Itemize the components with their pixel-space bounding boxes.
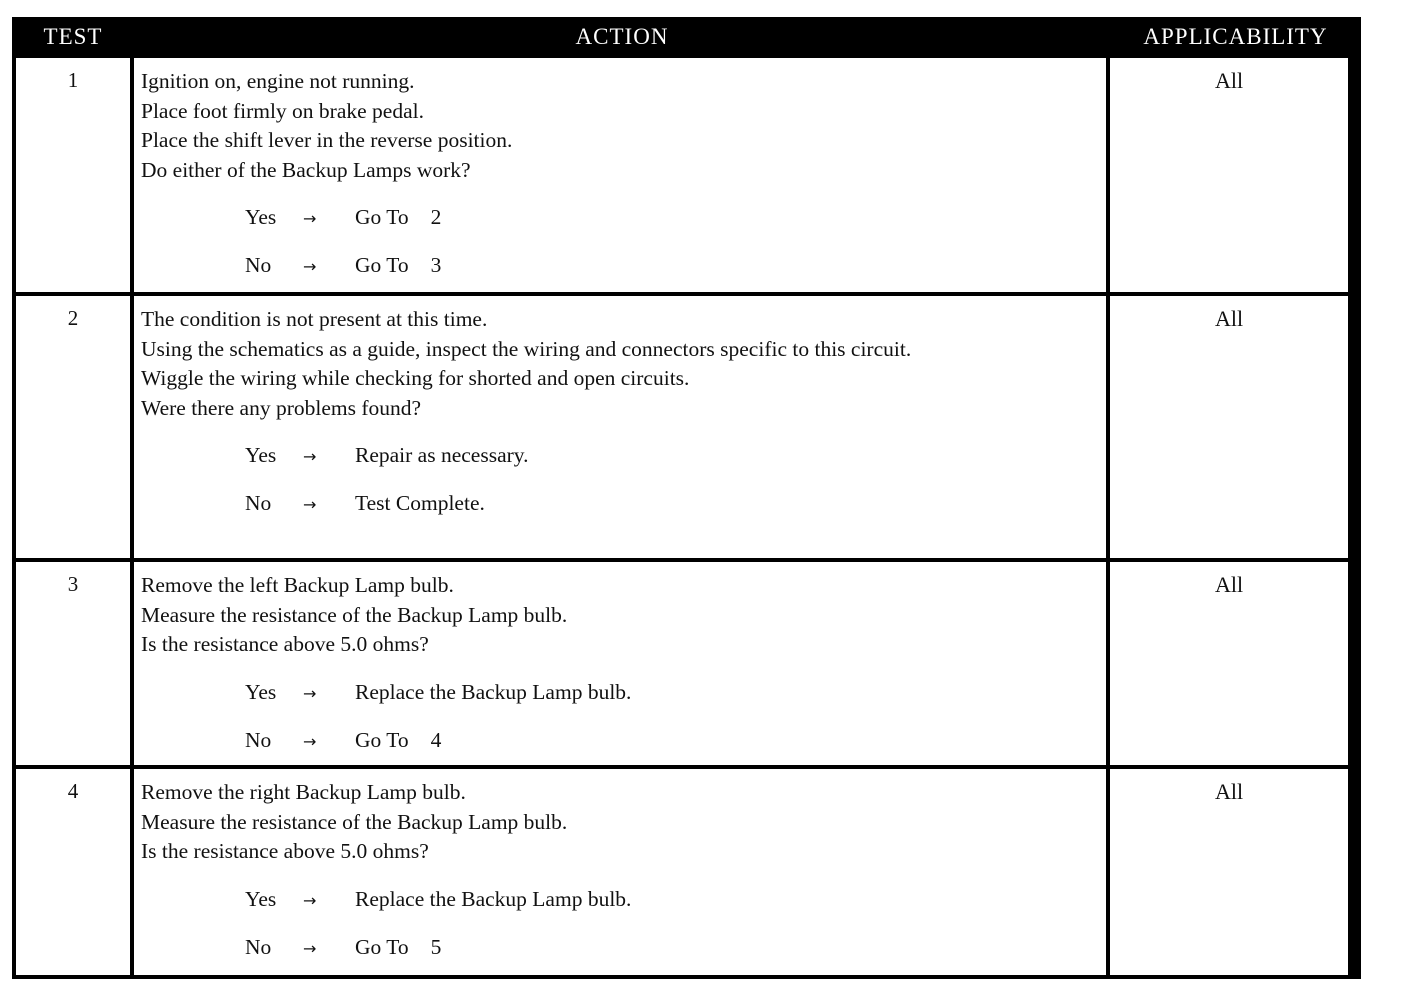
action-step: Remove the left Backup Lamp bulb. <box>141 573 454 597</box>
test-number: 3 <box>67 572 79 596</box>
outcome-no <box>245 485 1100 533</box>
outcome-list <box>141 674 1100 770</box>
action-question: Is the resistance above 5.0 ohms? <box>141 632 429 656</box>
applicability-value: All <box>1214 779 1244 804</box>
right-arrow-icon: → <box>303 495 317 514</box>
applicability-cell <box>1110 58 1348 292</box>
action-steps <box>141 571 1100 770</box>
table-row-test-2 <box>12 296 1361 558</box>
action-cell <box>134 562 1106 765</box>
action-steps <box>141 778 1100 977</box>
applicability-cell <box>1110 769 1348 975</box>
action-steps <box>141 67 1100 295</box>
header-action: ACTION <box>575 24 669 49</box>
right-arrow-icon: → <box>303 731 317 751</box>
action-cell <box>134 58 1106 292</box>
action-question: Do either of the Backup Lamps work? <box>141 157 471 182</box>
right-arrow-icon: → <box>303 209 317 228</box>
table-row-test-4 <box>12 769 1361 975</box>
action-step: Place foot firmly on brake pedal. <box>141 98 424 123</box>
outcome-action: Go To <box>355 934 409 959</box>
outcome-answer: Yes <box>245 679 277 704</box>
action-step: The condition is not present at this time. <box>141 307 488 331</box>
right-arrow-icon: → <box>303 257 317 276</box>
action-question: Were there any problems found? <box>141 395 422 420</box>
outcome-list <box>141 199 1100 295</box>
outcome-yes <box>245 437 1100 485</box>
table-row-test-1 <box>12 58 1361 292</box>
action-step: Measure the resistance of the Backup Lamp bulb. <box>141 602 568 627</box>
outcome-answer: No <box>245 491 272 515</box>
outcome-action: Replace the Backup Lamp bulb. <box>355 679 632 704</box>
diagnostic-test-table <box>12 17 1361 979</box>
outcome-action: Repair as necessary. <box>355 443 529 467</box>
outcome-action: Go To <box>355 205 409 229</box>
applicability-cell <box>1110 296 1348 558</box>
action-step: Using the schematics as a guide, inspect the wiring and connectors specific to this circuit. <box>141 336 912 361</box>
applicability-value: All <box>1214 68 1244 93</box>
action-cell <box>134 769 1106 975</box>
goto-test-number: 4 <box>430 727 442 752</box>
table-header <box>12 17 1361 55</box>
outcome-yes <box>245 674 1100 722</box>
goto-test-number: 5 <box>430 934 442 959</box>
outcome-list <box>141 881 1100 977</box>
right-arrow-icon: → <box>303 938 317 958</box>
outcome-yes <box>245 881 1100 929</box>
outcome-answer: Yes <box>245 443 277 467</box>
test-number: 2 <box>67 306 79 330</box>
outcome-yes <box>245 199 1100 247</box>
right-arrow-icon: → <box>303 683 317 703</box>
goto-test-number: 2 <box>430 205 442 229</box>
test-number-cell <box>16 296 130 558</box>
outcome-no <box>245 929 1100 977</box>
test-number: 1 <box>67 68 79 92</box>
table-row-test-3 <box>12 562 1361 765</box>
action-steps <box>141 305 1100 533</box>
outcome-answer: Yes <box>245 205 277 229</box>
applicability-value: All <box>1214 572 1244 597</box>
right-arrow-icon: → <box>303 447 317 466</box>
goto-test-number: 3 <box>430 253 442 277</box>
action-step: Ignition on, engine not running. <box>141 69 415 93</box>
outcome-action: Go To <box>355 727 409 752</box>
test-number-cell <box>16 58 130 292</box>
outcome-action: Test Complete. <box>355 491 485 515</box>
action-step: Place the shift lever in the reverse position. <box>141 128 513 152</box>
outcome-answer: Yes <box>245 886 277 911</box>
outcome-list <box>141 437 1100 533</box>
action-step: Measure the resistance of the Backup Lamp bulb. <box>141 809 568 834</box>
outcome-action: Replace the Backup Lamp bulb. <box>355 886 632 911</box>
outcome-answer: No <box>245 934 272 959</box>
test-number: 4 <box>67 779 79 803</box>
test-number-cell <box>16 769 130 975</box>
outcome-answer: No <box>245 253 272 277</box>
right-arrow-icon: → <box>303 890 317 910</box>
outcome-no <box>245 247 1100 295</box>
test-number-cell <box>16 562 130 765</box>
outcome-action: Go To <box>355 253 409 277</box>
outcome-no <box>245 722 1100 770</box>
action-question: Is the resistance above 5.0 ohms? <box>141 839 429 863</box>
action-step: Wiggle the wiring while checking for shorted and open circuits. <box>141 366 690 390</box>
action-step: Remove the right Backup Lamp bulb. <box>141 780 466 804</box>
header-test: TEST <box>43 24 103 49</box>
outcome-answer: No <box>245 727 272 752</box>
header-applicability: APPLICABILITY <box>1143 24 1328 49</box>
applicability-cell <box>1110 562 1348 765</box>
applicability-value: All <box>1214 306 1244 331</box>
action-cell <box>134 296 1106 558</box>
